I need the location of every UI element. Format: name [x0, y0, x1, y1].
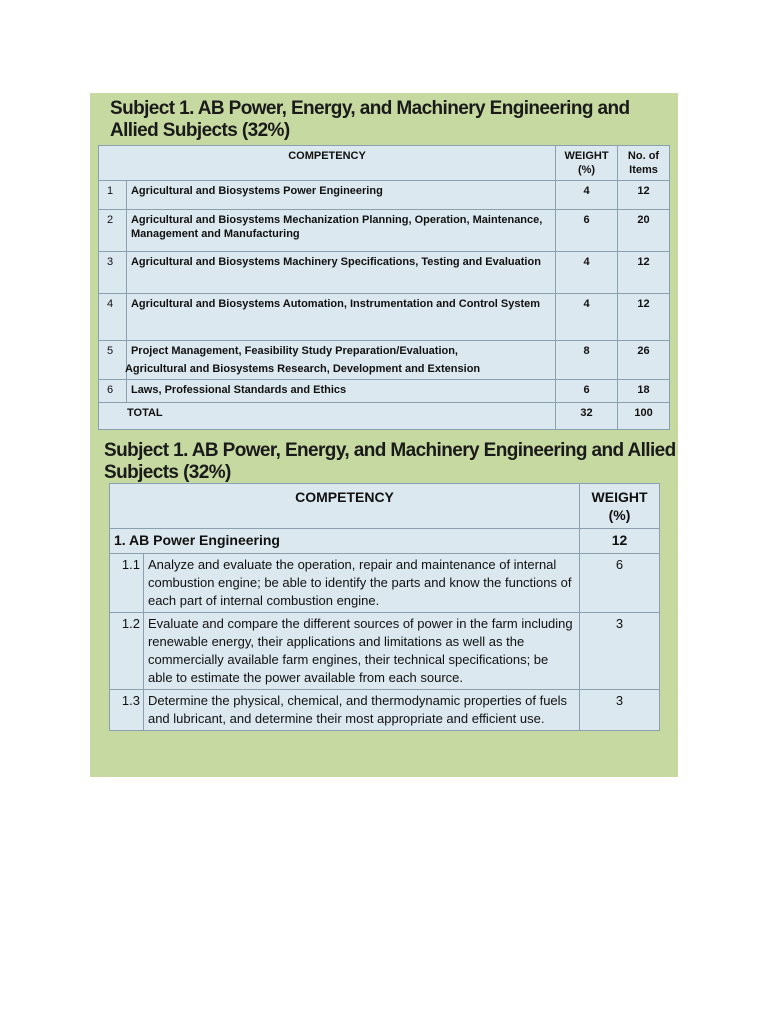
competency-detail-table — [109, 483, 660, 731]
panel-title: Subject 1. AB Power, Energy, and Machinery Engineering and Allied Subjects (32%) — [110, 98, 630, 141]
row-number: 4 — [99, 294, 127, 341]
row-competency: Laws, Professional Standards and Ethics — [126, 380, 555, 403]
row-description: Determine the physical, chemical, and thermodynamic properties of fuels and lubricant, and determine their most appropriate and efficient use. — [143, 690, 579, 731]
table-row — [99, 210, 670, 252]
row-items: 12 — [618, 181, 670, 210]
total-weight: 32 — [556, 403, 618, 430]
row-weight: 4 — [556, 252, 618, 294]
row-weight: 3 — [580, 613, 660, 690]
row-competency — [126, 341, 555, 380]
row-competency-line1: Project Management, Feasibility Study Preparation/Evaluation, — [130, 345, 458, 357]
row-items: 20 — [618, 210, 670, 252]
table-row — [110, 554, 660, 613]
row-description: Evaluate and compare the different sources of power in the farm including renewable energy, their applications and limitations as well as the commercially available farm engines, their technical specifications; be able to estimate the power available from each source. — [143, 613, 579, 690]
row-number: 3 — [99, 252, 127, 294]
row-competency: Agricultural and Biosystems Power Engineering — [126, 181, 555, 210]
row-competency: Agricultural and Biosystems Automation, Instrumentation and Control System — [126, 294, 555, 341]
row-number: 1.3 — [110, 690, 144, 731]
row-number: 2 — [99, 210, 127, 252]
header-weight: WEIGHT (%) — [556, 146, 618, 181]
row-items: 26 — [618, 341, 670, 380]
group-weight: 12 — [580, 529, 660, 554]
row-items: 18 — [618, 380, 670, 403]
row-number: 6 — [99, 380, 127, 403]
competency-detail-panel — [90, 435, 678, 777]
table-row — [99, 181, 670, 210]
row-description: Analyze and evaluate the operation, repair and maintenance of internal combustion engine; be able to identify the parts and know the functions of each part of internal combustion engine. — [143, 554, 579, 613]
header-weight: WEIGHT (%) — [580, 484, 660, 529]
total-label: TOTAL — [99, 403, 556, 430]
row-weight: 6 — [580, 554, 660, 613]
table-row — [110, 690, 660, 731]
header-competency: COMPETENCY — [99, 146, 556, 181]
row-number: 5 — [99, 341, 127, 380]
row-weight: 8 — [556, 341, 618, 380]
panel-title: Subject 1. AB Power, Energy, and Machinery Engineering and Allied Subjects (32%) — [104, 440, 676, 483]
header-competency: COMPETENCY — [110, 484, 580, 529]
header-items: No. of Items — [618, 146, 670, 181]
row-items: 12 — [618, 294, 670, 341]
competency-summary-panel — [90, 93, 678, 435]
row-number: 1 — [99, 181, 127, 210]
group-label: 1. AB Power Engineering — [110, 529, 580, 554]
row-competency: Agricultural and Biosystems Machinery Specifications, Testing and Evaluation — [126, 252, 555, 294]
table-row — [99, 294, 670, 341]
table-header-row — [99, 146, 670, 181]
table-row — [99, 341, 670, 380]
table-row — [110, 613, 660, 690]
total-row — [99, 403, 670, 430]
row-number: 1.2 — [110, 613, 144, 690]
total-items: 100 — [618, 403, 670, 430]
row-competency: Agricultural and Biosystems Mechanization Planning, Operation, Maintenance, Management and Manufacturing — [126, 210, 555, 252]
row-weight: 6 — [556, 380, 618, 403]
row-weight: 6 — [556, 210, 618, 252]
row-competency-line2: Agricultural and Biosystems Research, Development and Extension — [124, 363, 481, 375]
group-row — [110, 529, 660, 554]
row-weight: 4 — [556, 294, 618, 341]
table-row — [99, 252, 670, 294]
table-row — [99, 380, 670, 403]
row-weight: 3 — [580, 690, 660, 731]
table-header-row — [110, 484, 660, 529]
row-number: 1.1 — [110, 554, 144, 613]
row-weight: 4 — [556, 181, 618, 210]
row-items: 12 — [618, 252, 670, 294]
competency-summary-table — [98, 145, 670, 430]
